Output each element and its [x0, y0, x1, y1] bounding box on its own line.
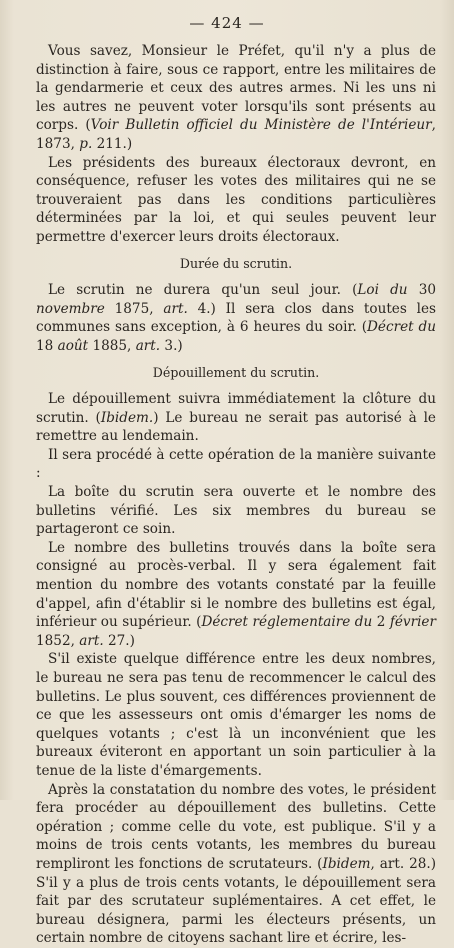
text-run: 18	[36, 337, 58, 354]
italic-reference: art.	[79, 632, 104, 649]
section-heading	[36, 255, 436, 274]
italic-reference: art.	[163, 300, 188, 317]
text-run: La boîte du scrutin sera ouverte et le nombre des bulletins vérifié. Les six membres du bureau se partageront ce soin.	[36, 484, 436, 538]
italic-reference: art.	[135, 337, 161, 354]
italic-reference: Voir Bulletin officiel du Ministère de l'Intérieur	[90, 117, 432, 134]
section-heading	[36, 364, 436, 383]
text-run: ) Le bureau ne serait pas autorisé à le remettre au lendemain.	[36, 409, 436, 445]
text-run: Les présidents des bureaux électoraux devront, en conséquence, refuser les votes des militaires qui ne se trouveraient pas dans les conditions particulières déterminées par la loi, et qui seules peuvent leur permettre d'exercer leurs droits électoraux.	[36, 154, 436, 245]
italic-reference: p.	[79, 135, 93, 152]
text-run: Le nombre des bulletins trouvés dans la boîte sera consigné au procès-verbal. Il y sera également fait mention du nombre des votants constaté par la feuille d'appel, afin d'établir si le nombre des bulletins est égal, inférieur ou supérieur. (	[36, 539, 436, 631]
text-run: 3.)	[160, 337, 183, 354]
paragraph	[36, 539, 436, 651]
paragraph	[36, 446, 436, 483]
page-number: — 424 —	[189, 14, 265, 32]
text-run: Vous savez, Monsieur le Préfet, qu'il n'y a plus de distinction à faire, sous ce rapport, entre les militaires de la gendarmerie et ceux des autres armes. Ni les uns ni les autres ne peuvent voter lorsqu'ils sont présents au corps. (	[36, 43, 436, 134]
italic-reference: août	[57, 337, 89, 354]
paragraph	[36, 390, 436, 446]
text-run: 27.)	[103, 632, 135, 649]
text-run: 1852,	[36, 632, 80, 649]
italic-reference: Décret du	[367, 319, 436, 336]
paragraph	[36, 483, 436, 539]
paragraph	[36, 650, 436, 780]
paragraph	[36, 781, 436, 948]
text-run: S'il existe quelque différence entre les deux nombres, le bureau ne sera pas tenu de recommencer le calcul des bulletins. Le plus souvent, ces différences proviennent de ce que les assesseurs ont omis d'émarger les noms de quelques votants ; c'est là un inconvénient que les bureaux éviteront en apportant un soin particulier à la tenue de la liste d'émargements.	[36, 651, 436, 779]
italic-reference: Loi du	[357, 282, 408, 299]
text-run: Dépouillement du scrutin.	[152, 364, 320, 380]
italic-reference: Ibidem.	[100, 409, 154, 426]
text-run: , art. 28.) S'il y a plus de trois cents votants, le dépouillement sera fait par des scrutateur suplémentaires. A cet effet, le bureau désignera, parmi les électeurs présents, un certain nombre de citoyens sachant lire et écrire, les-	[36, 855, 436, 947]
body-text	[36, 42, 436, 948]
text-run: , 1873,	[36, 117, 436, 152]
text-run: 2	[372, 614, 390, 631]
text-run: 211.)	[92, 135, 133, 152]
text-run: 4.) Il sera clos dans toutes les communes sans exception, à 6 heures du soir. (	[36, 300, 437, 336]
italic-reference: Ibidem	[322, 855, 371, 872]
text-run: Il sera procédé à cette opération de la manière suivante :	[36, 446, 436, 482]
italic-reference: février	[389, 614, 436, 631]
text-run: Le dépouillement suivra immédiatement la clôture du scrutin. (	[36, 391, 436, 426]
text-run: Après la constatation du nombre des votes, le président fera procéder au dépouillement des bulletins. Cette opération ; comme celle du vote, est publique. S'il y a moins de trois cents votants, les membres du bureau rempliront les fonctions de scrutateurs. (	[36, 781, 436, 872]
italic-reference: novembre	[36, 300, 105, 317]
text-run: 1885,	[88, 337, 136, 354]
italic-reference: Décret réglementaire du	[201, 614, 373, 631]
text-run: Durée du scrutin.	[179, 255, 293, 271]
paragraph	[36, 281, 436, 355]
text-run: 1875,	[104, 300, 164, 317]
paragraph	[36, 154, 436, 247]
text-run: Le scrutin ne durera qu'un seul jour. (	[48, 282, 358, 299]
paragraph	[36, 42, 436, 154]
text-run: 30	[407, 282, 436, 299]
